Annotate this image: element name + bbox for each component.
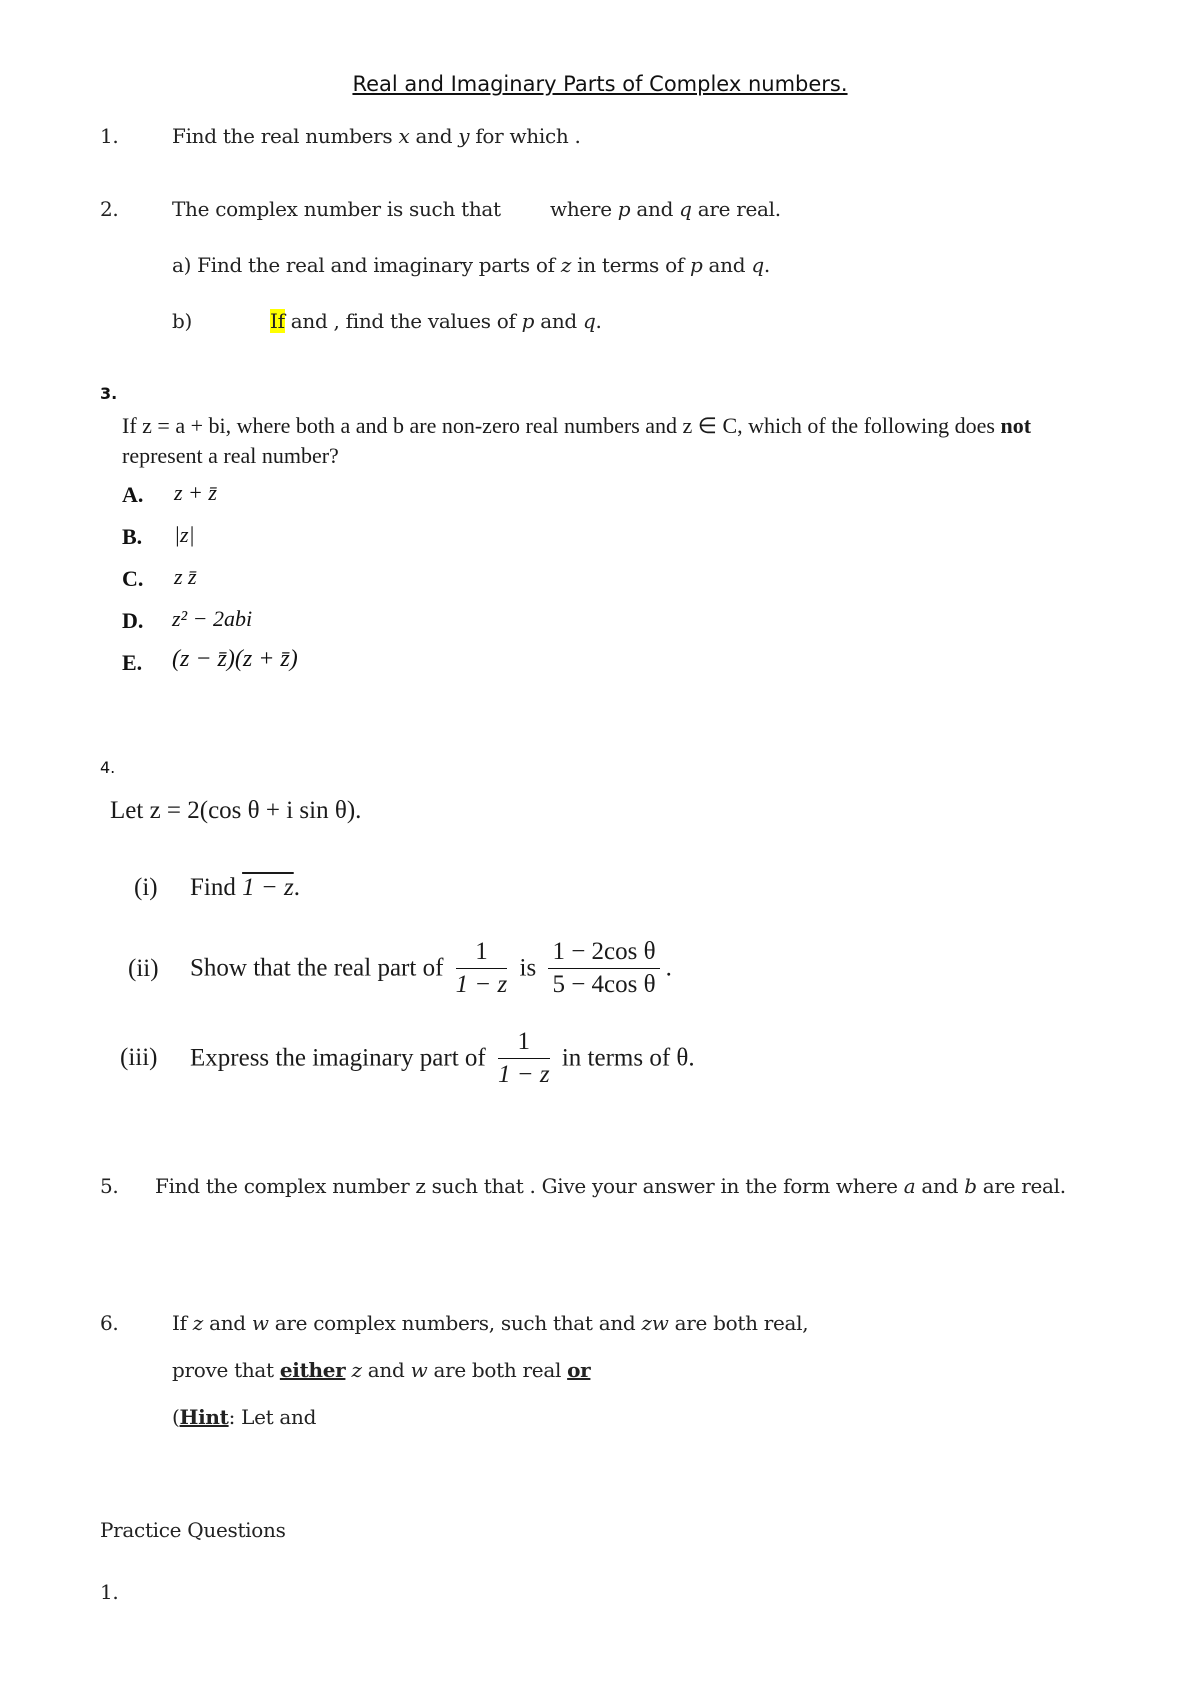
q3-stem-text: If z = a + bi, where both a and b are non-zero real numbers and z ∈ C, which of the following does	[122, 413, 995, 438]
q2b-var-q: q	[583, 309, 596, 333]
q2a-mid: in terms of	[571, 253, 690, 277]
q3-option-d-letter: D.	[122, 608, 144, 633]
q2-line-a: The complex number is such that	[172, 197, 501, 221]
q4-i-line	[190, 874, 300, 902]
q2-var-q: q	[679, 197, 692, 221]
q6-hint-label: Hint	[179, 1405, 229, 1429]
q6-l2-both-real: are both real	[427, 1358, 568, 1382]
q2b-if-highlight: If	[270, 309, 285, 333]
q6-l2-var-z: z	[351, 1358, 362, 1382]
q1-text-b: for which .	[469, 124, 581, 148]
q6-l2-var-w: w	[410, 1358, 428, 1382]
q4-iii-fraction-den: 1 − z	[498, 1061, 550, 1088]
q6-var-w: w	[251, 1311, 269, 1335]
q2b-text: and , find the values of	[284, 309, 522, 333]
q6-hint-line	[172, 1405, 316, 1429]
q2-part-b-label: b)	[172, 309, 193, 333]
q5-end: are real.	[976, 1174, 1066, 1198]
q2a-and: and	[702, 253, 752, 277]
q2a-var-z: z	[560, 253, 572, 277]
q2-line-b	[550, 197, 781, 221]
q3-option-c-letter: C.	[122, 566, 144, 591]
q4-ii-is: is	[519, 954, 537, 982]
q4-i-text: Find	[190, 874, 236, 901]
q5-text-a: Find the complex number z such that . Give your answer in the form where	[155, 1174, 904, 1198]
q3-stem-not: not	[1000, 413, 1032, 438]
q3-option-d-expr: z² − 2abi	[172, 606, 253, 631]
q2a-text: a) Find the real and imaginary parts of	[172, 253, 561, 277]
practice-q1-number: 1.	[100, 1580, 119, 1604]
q4-iii-text: Express the imaginary part of	[190, 1044, 486, 1072]
q3-option-c-expr: z z̄	[174, 564, 197, 589]
q4-iii-label: (iii)	[120, 1044, 158, 1071]
q4-ii-result-fraction	[548, 938, 659, 999]
q6-var-z: z	[192, 1311, 204, 1335]
q2b-and: and	[534, 309, 583, 333]
q6-l1-rest: are complex numbers, such that and	[268, 1311, 642, 1335]
q4-ii-text: Show that the real part of	[190, 954, 444, 982]
q1-var-x: x	[398, 124, 410, 148]
q4-iii-end: in terms of θ.	[561, 1044, 695, 1072]
q2b-end: .	[595, 309, 602, 333]
q4-ii-fraction	[456, 938, 508, 999]
q6-var-zw: zw	[641, 1311, 669, 1335]
q4-i-conjugate-expr: 1 − z	[242, 874, 294, 901]
page-title: Real and Imaginary Parts of Complex numbers.	[352, 72, 848, 96]
q6-and: and	[203, 1311, 252, 1335]
q4-ii-end: .	[665, 954, 672, 982]
q2-number: 2.	[100, 197, 119, 221]
q6-hint-paren: (	[172, 1405, 180, 1429]
q2-part-b	[270, 309, 602, 333]
q4-ii-result-den: 5 − 4cos θ	[552, 971, 656, 998]
q4-i-end: .	[293, 874, 300, 901]
q4-iii-line	[190, 1028, 695, 1089]
q4-ii-fraction-den: 1 − z	[455, 971, 508, 998]
q2-where: where	[550, 197, 618, 221]
q6-number: 6.	[100, 1311, 119, 1335]
q4-ii-result-num: 1 − 2cos θ	[548, 938, 659, 969]
q3-stem-line1	[122, 413, 1031, 439]
q3-option-e-expr: (z − z̄)(z + z̄)	[172, 646, 298, 672]
q4-ii-line	[190, 938, 672, 999]
q1-and: and	[409, 124, 459, 148]
q4-ii-label: (ii)	[128, 955, 159, 982]
q6-prove-that: prove that	[172, 1358, 280, 1382]
q3-number: 3.	[100, 384, 118, 403]
q6-l2-and: and	[361, 1358, 411, 1382]
q1-text	[172, 124, 581, 148]
q4-ii-fraction-num: 1	[456, 938, 508, 969]
q6-either: either	[279, 1358, 346, 1382]
q5-text	[155, 1174, 1066, 1198]
q6-l1-end: are both real,	[668, 1311, 809, 1335]
q4-iii-fraction	[498, 1028, 550, 1089]
q4-iii-fraction-num: 1	[498, 1028, 550, 1059]
q2-end: are real.	[691, 197, 781, 221]
q2-and: and	[630, 197, 680, 221]
q1-var-y: y	[458, 124, 470, 148]
q6-or: or	[567, 1358, 591, 1382]
q5-var-a: a	[903, 1174, 916, 1198]
q1-number: 1.	[100, 124, 119, 148]
q3-option-e-letter: E.	[122, 650, 143, 675]
q5-number: 5.	[100, 1174, 119, 1198]
q1-text-a: Find the real numbers	[172, 124, 399, 148]
q6-line1	[172, 1311, 808, 1335]
q2a-end: .	[763, 253, 770, 277]
q3-option-b-expr: |z|	[174, 522, 195, 547]
q5-and: and	[915, 1174, 965, 1198]
q2-part-a	[172, 253, 770, 277]
q6-line2	[172, 1358, 590, 1382]
q2a-var-q: q	[751, 253, 764, 277]
q4-let-statement: Let z = 2(cos θ + i sin θ).	[110, 797, 362, 824]
q3-option-a-expr: z + z̄	[174, 480, 217, 505]
q6-if: If	[172, 1311, 193, 1335]
q4-i-label: (i)	[134, 874, 158, 901]
q2-var-p: p	[617, 197, 631, 221]
q6-hint-text: : Let and	[228, 1405, 317, 1429]
practice-heading: Practice Questions	[100, 1518, 286, 1542]
q2a-var-p: p	[689, 253, 703, 277]
q3-option-b-letter: B.	[122, 524, 143, 549]
q3-stem-line2: represent a real number?	[122, 443, 339, 468]
q5-var-b: b	[964, 1174, 977, 1198]
q3-option-a-letter: A.	[122, 482, 144, 507]
q4-number: 4.	[100, 758, 116, 777]
q2b-var-p: p	[521, 309, 535, 333]
